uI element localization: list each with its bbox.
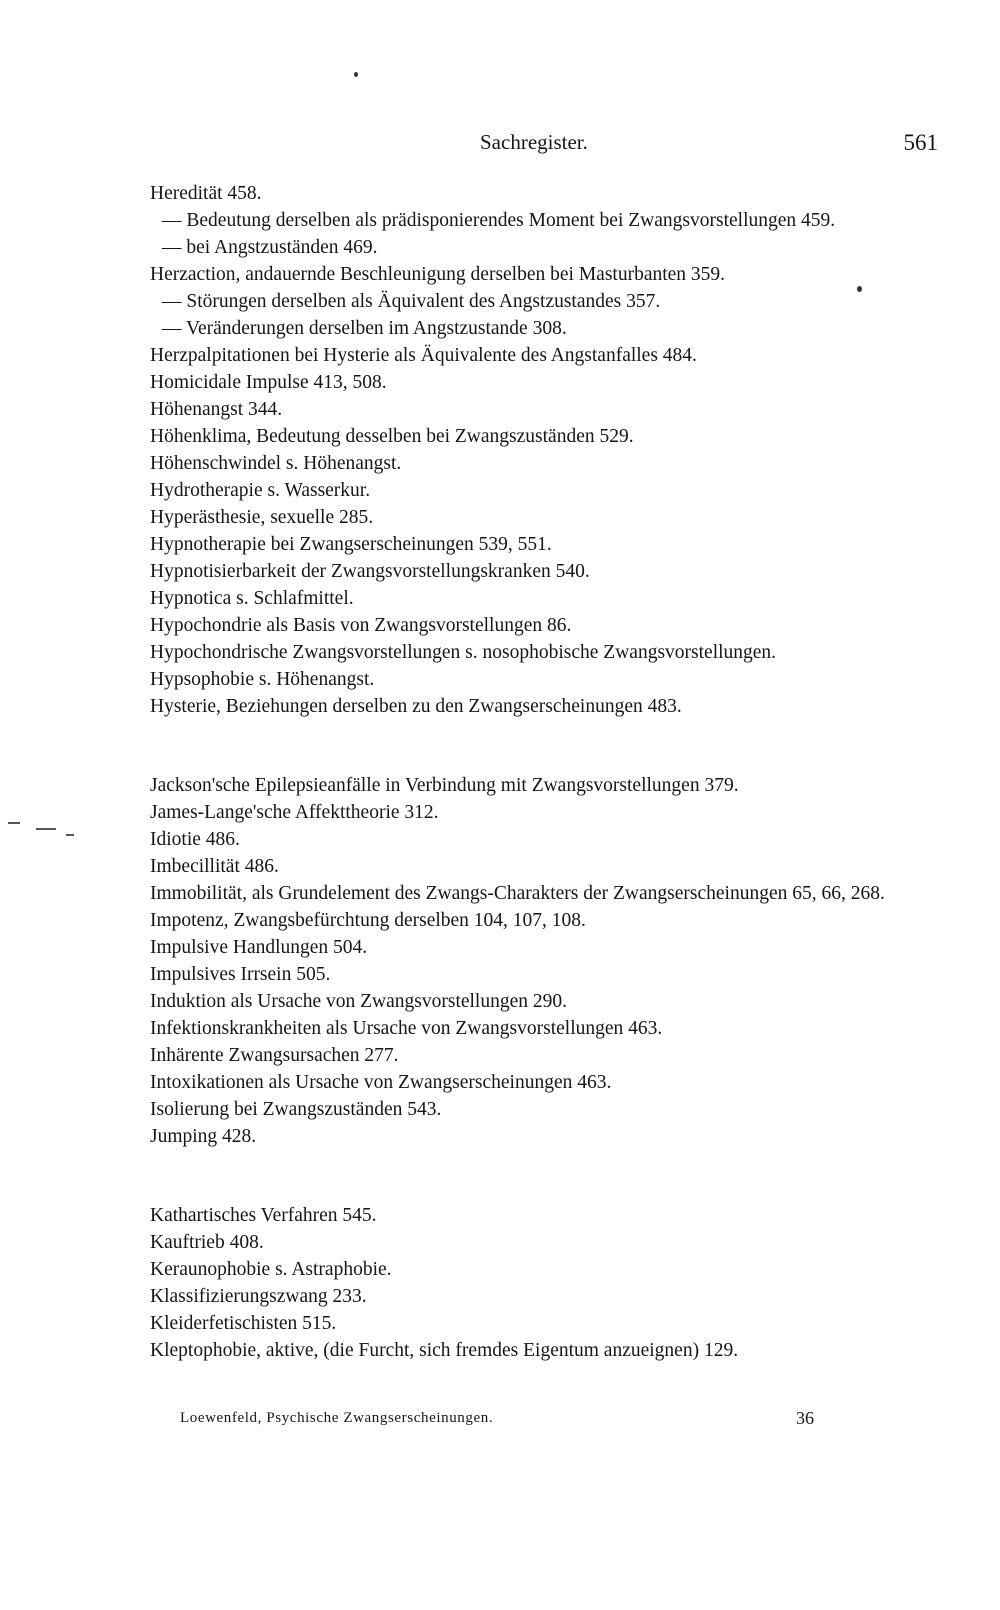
index-entry: Impotenz, Zwangsbefürchtung derselben 104, 107, 108. xyxy=(150,910,586,931)
print-mark xyxy=(8,822,20,824)
index-entry: Homicidale Impulse 413, 508. xyxy=(150,372,387,393)
index-entry: Kleptophobie, aktive, (die Furcht, sich fremdes Eigentum anzueignen) 129. xyxy=(150,1340,739,1361)
index-entry: Imbecillität 486. xyxy=(150,856,279,877)
index-entry: Hypochondrische Zwangsvorstellungen s. nosophobische Zwangsvorstellungen. xyxy=(150,642,777,663)
index-entry: Idiotie 486. xyxy=(150,829,240,850)
index-entry: Kleiderfetischisten 515. xyxy=(150,1313,337,1334)
index-entry: Hypochondrie als Basis von Zwangsvorstellungen 86. xyxy=(150,615,572,636)
index-subentry: — Bedeutung derselben als prädisponierendes Moment bei Zwangsvorstellungen 459. xyxy=(162,210,836,231)
index-entry: Infektionskrankheiten als Ursache von Zwangsvorstellungen 463. xyxy=(150,1018,663,1039)
index-entry: Hypnotherapie bei Zwangserscheinungen 539, 551. xyxy=(150,534,552,555)
index-entry: Kauftrieb 408. xyxy=(150,1232,264,1253)
section-gap xyxy=(150,1150,930,1202)
index-entry: Herzpalpitationen bei Hysterie als Äquivalente des Angstanfalles 484. xyxy=(150,345,697,366)
index-entry: Heredität 458. xyxy=(150,183,262,204)
index-entry: Höhenklima, Bedeutung desselben bei Zwangszuständen 529. xyxy=(150,426,634,447)
index-entry: Induktion als Ursache von Zwangsvorstellungen 290. xyxy=(150,991,568,1012)
index-entry: Immobilität, als Grundelement des Zwangs-Charakters der Zwangserscheinungen 65, 66, 268. xyxy=(150,883,885,904)
index-entry: Hypsophobie s. Höhenangst. xyxy=(150,669,375,690)
index-entry: Hysterie, Beziehungen derselben zu den Zwangserscheinungen 483. xyxy=(150,696,682,717)
index-entry: Höhenangst 344. xyxy=(150,399,283,420)
index-subentry: — bei Angstzuständen 469. xyxy=(162,237,378,258)
index-subentry: — Störungen derselben als Äquivalent des Angstzustandes 357. xyxy=(162,291,661,312)
print-speck xyxy=(354,72,358,77)
index-entry: Jumping 428. xyxy=(150,1126,257,1147)
index-entry: Isolierung bei Zwangszuständen 543. xyxy=(150,1099,442,1120)
index-entry: Klassifizierungszwang 233. xyxy=(150,1286,367,1307)
printer-signature: Loewenfeld, Psychische Zwangserscheinungen. xyxy=(180,1410,494,1426)
index-entry: Jackson'sche Epilepsieanfälle in Verbindung mit Zwangsvorstellungen 379. xyxy=(150,775,739,796)
index-entry: Impulsives Irrsein 505. xyxy=(150,964,331,985)
index-subentry: — Veränderungen derselben im Angstzustande 308. xyxy=(162,318,567,339)
page-number: 561 xyxy=(903,130,938,155)
index-entry: Hyperästhesie, sexuelle 285. xyxy=(150,507,374,528)
index-entry: Inhärente Zwangsursachen 277. xyxy=(150,1045,399,1066)
print-mark xyxy=(36,828,56,830)
index-entry: James-Lange'sche Affekttheorie 312. xyxy=(150,802,439,823)
running-header xyxy=(148,130,938,160)
sheet-number: 36 xyxy=(796,1408,814,1428)
running-title: Sachregister. xyxy=(480,130,588,154)
print-mark xyxy=(66,834,74,836)
index-entry: Hydrotherapie s. Wasserkur. xyxy=(150,480,371,501)
index-entry: Herzaction, andauernde Beschleunigung derselben bei Masturbanten 359. xyxy=(150,264,726,285)
section-gap xyxy=(150,720,930,772)
index-entry: Impulsive Handlungen 504. xyxy=(150,937,368,958)
index-entry: Keraunophobie s. Astraphobie. xyxy=(150,1259,392,1280)
signature-line xyxy=(180,1408,840,1432)
index-entry: Hypnotica s. Schlafmittel. xyxy=(150,588,354,609)
index-entry: Höhenschwindel s. Höhenangst. xyxy=(150,453,402,474)
index-entry: Kathartisches Verfahren 545. xyxy=(150,1205,377,1226)
index-entry: Intoxikationen als Ursache von Zwangserscheinungen 463. xyxy=(150,1072,612,1093)
index-entry: Hypnotisierbarkeit der Zwangsvorstellungskranken 540. xyxy=(150,561,590,582)
index-entries xyxy=(150,180,930,1364)
